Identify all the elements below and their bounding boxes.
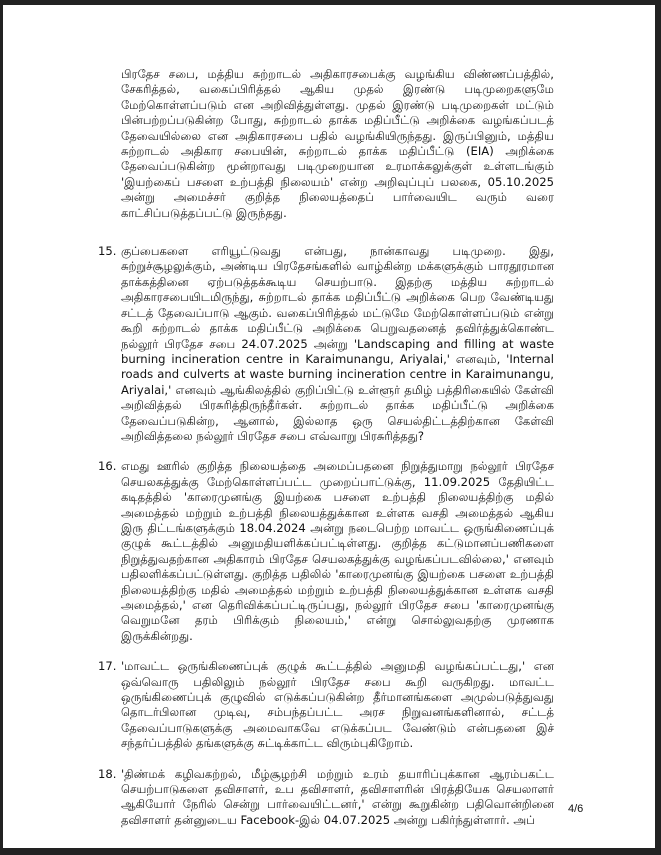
intro-paragraph: பிரதேச சபை, மத்திய சுற்றாடல் அதிகாரசபைக்கு வழங்கிய விண்ணப்பத்தில், சேகரித்தல், வகைப்பிரித்தல் ஆகிய முதல் இரண்டு படிமுறைகளுமே மேற்கொள்ளப்படும் என அறிவித்துள்ளது. முதல் இரண்டு படிமுறைகள் மட்டும் பின்பற்றப்படுகின்ற போது, சுற்றாடல் தாக்க மதிப்பீட்டு அறிக்கை வழங்கப்படத் தேவையில்லை என அதிகாரசபை பதில் வழங்கியிருந்தது. இருப்பினும், மத்திய சுற்றாடல் அதிகார சபையின், சுற்றாடல் தாக்க மதிப்பீட்டு (EIA) அறிக்கை தேவைப்படுகின்ற மூன்றாவது படிமுறையான உரமாக்கலுக்குள் உள்ளடங்கும் 'இயற்கைப் பசளை உற்பத்தி நிலையம்' என்ற அறிவுப்புப் பலகை, 05.10.2025 அன்று அமைச்சர் குறித்த நிலையத்தைப் பார்வையிட வரும் வரை காட்சிப்படுத்தப்பட்டு இருந்தது. (121, 67, 554, 220)
item-number: 16. (98, 459, 117, 474)
list-item-17 (97, 659, 554, 751)
item-text: 'திண்மக் கழிவகற்றல், மீழ்சூழற்சி மற்றும் உரம் தயாரிப்புக்கான ஆரம்பகட்ட செயற்பாடுகளை தவிசாளர், உப தவிசாளர், தவிசாளரின் பிரத்தியேக செயலாளர் ஆகியோர் நேரில் சென்று பார்வையிட்டனர்,' என்று கூறுகின்ற பதிவொன்றினை தவிசாளர் தன்னுடைய Facebook-இல் 04.07.2025 அன்று பகிர்ந்துள்ளார். அப் (121, 766, 554, 827)
item-text: 'மாவட்ட ஒருங்கிணைப்புக் குழுக் கூட்டத்தில் அனுமதி வழங்கப்பட்டது,' என ஒவ்வொரு பதிலிலும் நல்லூர் பிரதேச சபை கூறி வருகிறது. மாவட்ட ஒருங்கிணைப்புக் குழுவில் எடுக்கப்படுகின்ற தீர்மானங்களை அமுல்படுத்துவது தொடர்பிலான முடிவு, சம்பந்தப்பட்ட அரச நிறுவனங்களினால், சட்டத் தேவைப்பாடுகளுக்கு அமைவாகவே எடுக்கப்பட வேண்டும் என்பதனை இச் சந்தர்ப்பத்தில் தங்களுக்கு சுட்டிக்காட்ட விரும்புகிறோம். (121, 659, 554, 751)
item-number: 18. (98, 766, 117, 781)
list-item-16 (97, 459, 554, 644)
list-item-18 (97, 767, 554, 829)
document-page (3, 5, 655, 848)
item-number: 17. (98, 659, 117, 674)
document-body (97, 67, 554, 828)
item-text: குப்பைகளை எரியூட்டுவது என்பது, நான்காவது படிமுறை. இது, சுற்றுச்சூழலுக்கும், அண்டிய பிரதேசங்களில் வாழ்கின்ற மக்களுக்கும் பாரதூரமான தாக்கத்தினை ஏற்படுத்தக்கூடிய செயற்பாடு. இதற்கு மத்திய சுற்றாடல் அதிகாரசபையிடமிருந்து, சுற்றாடல் தாக்க மதிப்பீட்டு அறிக்கை பெற வேண்டியது சட்டத் தேவைப்பாடு ஆகும். வகைப்பிரித்தல் மட்டுமே மேற்கொள்ளப்படும் என்று கூறி சுற்றாடல் தாக்க மதிப்பீட்டு அறிக்கை பெறுவதனைத் தவிர்த்துக்கொண்ட நல்லூர் பிரதேச சபை 24.07.2025 அன்று 'Landscaping and filling at waste burning incineration centre in Karaimunangu, Ariyalai,' எனவும், 'Internal roads and culverts at waste burning incineration centre in Karaimunangu, Ariyalai,' எனவும் ஆங்கிலத்தில் குறிப்பிட்டு உள்ளூர் தமிழ் பத்திரிகையில் கேள்வி அறிவித்தல் பிரசுரித்திருந்தீர்கள். சுற்றாடல் தாக்க மதிப்பீட்டு அறிக்கை தேவைப்படுகின்ற, ஆனால், இல்லாத ஒரு செயல்திட்டத்திற்கான கேள்வி அறிவித்தலை நல்லூர் பிரதேச சபை எவ்வாறு பிரசுரித்தது? (121, 244, 554, 443)
item-number: 15. (98, 244, 117, 259)
list-item-15 (97, 244, 554, 444)
page-number: 4/6 (568, 803, 584, 815)
item-text: எமது ஊரில் குறித்த நிலையத்தை அமைப்பதனை நிறுத்துமாறு நல்லூர் பிரதேச செயலகத்துக்கு மேற்கொள்ளப்பட்ட முறைப்பாட்டுக்கு, 11.09.2025 தேதியிட்ட கடிதத்தில் 'காரைமுனங்கு இயற்கை பசளை உற்பத்தி நிலையத்திற்கு மதில் அமைத்தல் மற்றும் உற்பத்தி நிலையத்துக்கான உள்ளக வசதி அமைத்தல் ஆகிய இரு திட்டங்களுக்கும் 18.04.2024 அன்று நடைபெற்ற மாவட்ட ஒருங்கிணைப்புக் குழுக் கூட்டத்தில் அனுமதியளிக்கப்பட்டிள்ளது. குறித்த கட்டுமானப்பணிகளை நிறுத்துவதற்கான அதிகாரம் பிரதேச செயலகத்துக்கு வழங்கப்படவில்லை,' எனவும் பதிலளிக்கப்பட்டுள்ளது. குறித்த பதிலில் 'காரைமுனங்கு இயற்கை பசளை உற்பத்தி நிலையத்திற்கு மதில் அமைத்தல் மற்றும் உற்பத்தி நிலையத்துக்கான உள்ளக வசதி அமைத்தல்,' என தெரிவிக்கப்பட்டிருப்பது, நல்லூர் பிரதேச சபை 'காரைமுனங்கு வெறுமனே தரம் பிரிக்கும் நிலையம்,' என்று சொல்லுவதற்கு முரணாக இருக்கின்றது. (121, 459, 554, 643)
